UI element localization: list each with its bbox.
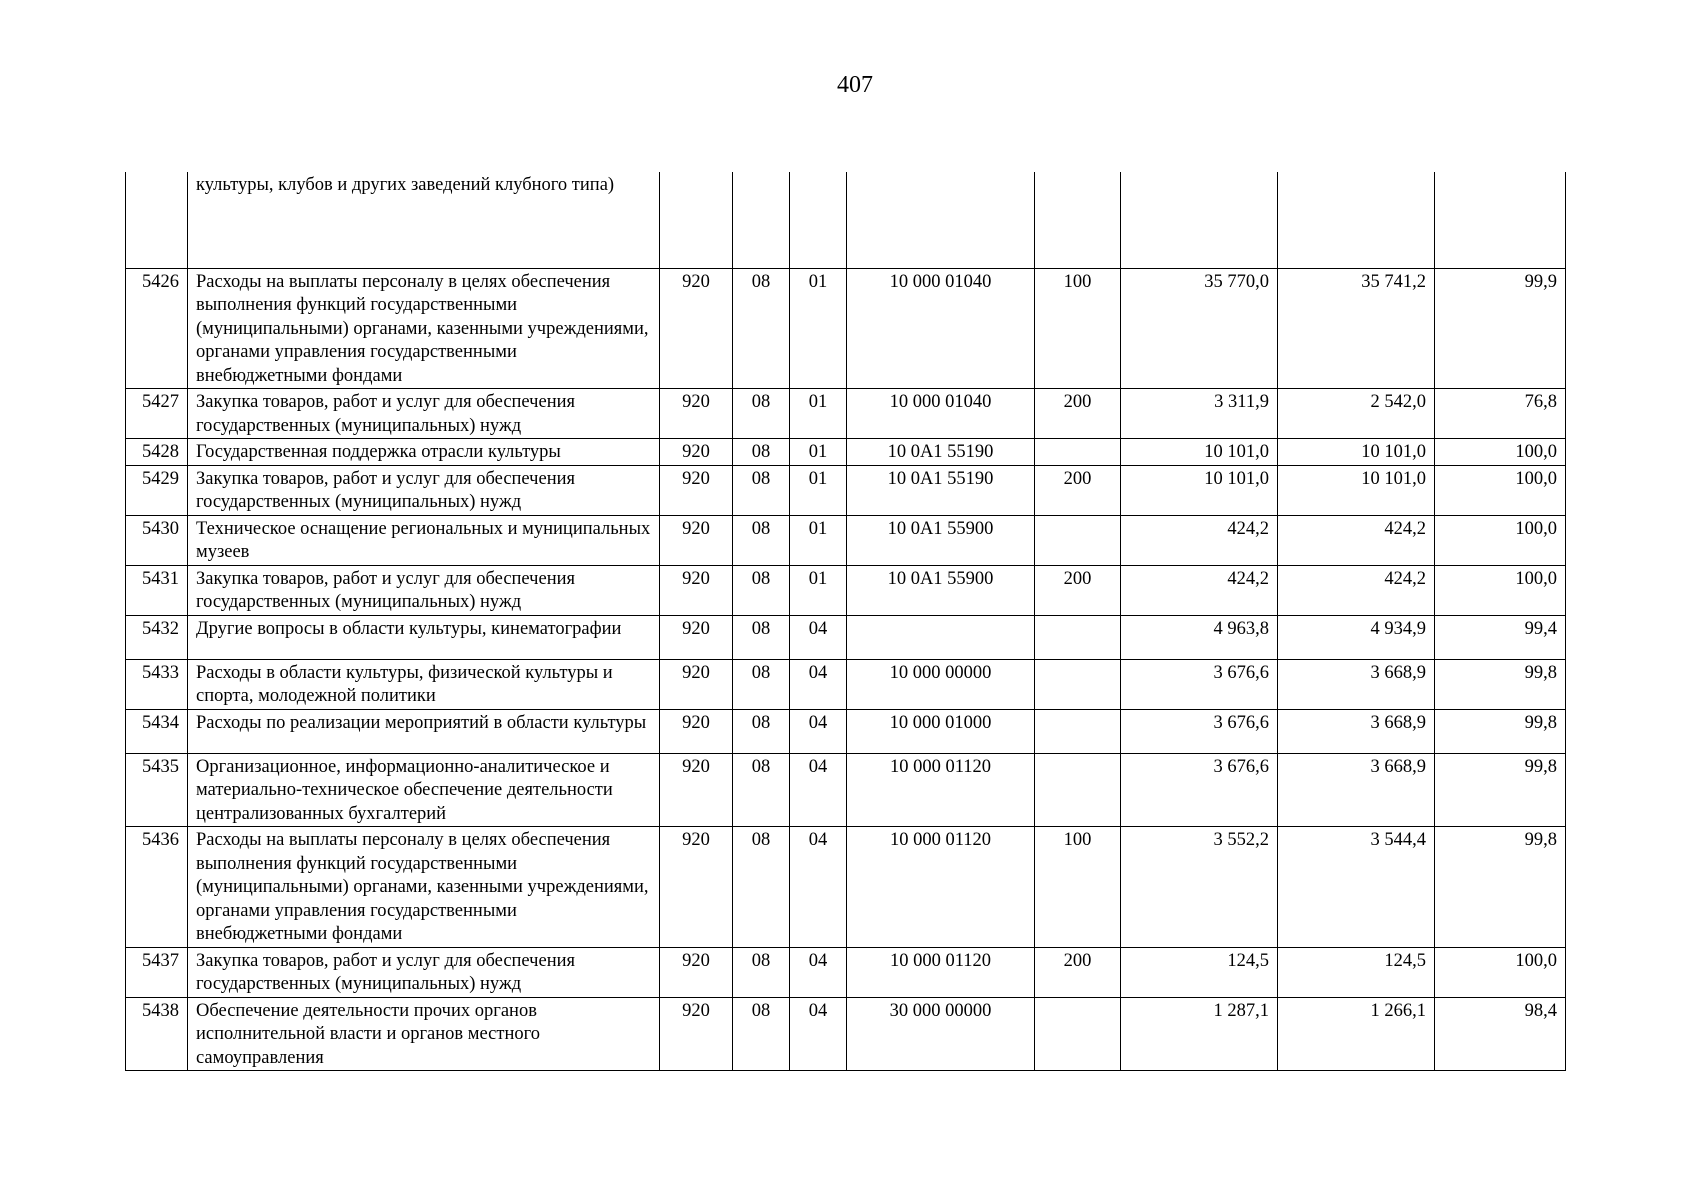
- execution-percent: 99,8: [1435, 753, 1566, 827]
- expense-type-code: [1035, 615, 1121, 659]
- planned-amount: 3 676,6: [1121, 709, 1278, 753]
- execution-percent: 98,4: [1435, 997, 1566, 1071]
- execution-percent: [1435, 172, 1566, 268]
- expense-type-code: 100: [1035, 827, 1121, 948]
- expense-type-code: 200: [1035, 565, 1121, 615]
- table-row: [126, 827, 1566, 948]
- actual-amount: 3 668,9: [1278, 753, 1435, 827]
- table-row: [126, 389, 1566, 439]
- target-item-code: [847, 615, 1035, 659]
- expense-type-code: [1035, 439, 1121, 466]
- target-item-code: [847, 172, 1035, 268]
- actual-amount: 3 668,9: [1278, 709, 1435, 753]
- subsection-code: 01: [790, 439, 847, 466]
- table-row: [126, 465, 1566, 515]
- row-number: 5426: [126, 268, 188, 389]
- expense-name: Расходы на выплаты персоналу в целях обеспечения выполнения функций государственными (муниципальными) органами, казенными учреждениями, органами управления государственными внебюджетными фондами: [188, 268, 660, 389]
- row-number: 5430: [126, 515, 188, 565]
- expense-name: Обеспечение деятельности прочих органов исполнительной власти и органов местного самоуправления: [188, 997, 660, 1071]
- section-code: 08: [733, 515, 790, 565]
- expense-type-code: 200: [1035, 465, 1121, 515]
- section-code: 08: [733, 615, 790, 659]
- subsection-code: 01: [790, 389, 847, 439]
- expense-type-code: [1035, 709, 1121, 753]
- actual-amount: 424,2: [1278, 565, 1435, 615]
- table-row: [126, 709, 1566, 753]
- table-row: [126, 753, 1566, 827]
- actual-amount: [1278, 172, 1435, 268]
- execution-percent: 100,0: [1435, 947, 1566, 997]
- section-code: 08: [733, 465, 790, 515]
- planned-amount: 10 101,0: [1121, 439, 1278, 466]
- subsection-code: 04: [790, 947, 847, 997]
- row-number: 5434: [126, 709, 188, 753]
- expense-type-code: [1035, 172, 1121, 268]
- subsection-code: [790, 172, 847, 268]
- expense-name: Расходы в области культуры, физической культуры и спорта, молодежной политики: [188, 659, 660, 709]
- subsection-code: 01: [790, 565, 847, 615]
- section-code: [733, 172, 790, 268]
- table-row: [126, 615, 1566, 659]
- target-item-code: 10 000 01040: [847, 389, 1035, 439]
- target-item-code: 30 000 00000: [847, 997, 1035, 1071]
- row-number: 5438: [126, 997, 188, 1071]
- table-row: [126, 515, 1566, 565]
- ministry-code: 920: [660, 439, 733, 466]
- planned-amount: 35 770,0: [1121, 268, 1278, 389]
- target-item-code: 10 000 01040: [847, 268, 1035, 389]
- ministry-code: 920: [660, 465, 733, 515]
- actual-amount: 424,2: [1278, 515, 1435, 565]
- planned-amount: [1121, 172, 1278, 268]
- expense-name: Закупка товаров, работ и услуг для обеспечения государственных (муниципальных) нужд: [188, 947, 660, 997]
- row-number: 5436: [126, 827, 188, 948]
- execution-percent: 99,8: [1435, 659, 1566, 709]
- section-code: 08: [733, 997, 790, 1071]
- expense-name: Закупка товаров, работ и услуг для обеспечения государственных (муниципальных) нужд: [188, 565, 660, 615]
- row-number: 5429: [126, 465, 188, 515]
- planned-amount: 3 676,6: [1121, 659, 1278, 709]
- expense-type-code: 100: [1035, 268, 1121, 389]
- section-code: 08: [733, 439, 790, 466]
- expense-type-code: 200: [1035, 947, 1121, 997]
- expense-type-code: [1035, 753, 1121, 827]
- target-item-code: 10 000 01120: [847, 753, 1035, 827]
- ministry-code: 920: [660, 659, 733, 709]
- actual-amount: 3 544,4: [1278, 827, 1435, 948]
- table-row: [126, 565, 1566, 615]
- execution-percent: 76,8: [1435, 389, 1566, 439]
- subsection-code: 04: [790, 827, 847, 948]
- row-number: 5428: [126, 439, 188, 466]
- expense-type-code: [1035, 997, 1121, 1071]
- subsection-code: 01: [790, 465, 847, 515]
- subsection-code: 04: [790, 997, 847, 1071]
- expense-name: Государственная поддержка отрасли культуры: [188, 439, 660, 466]
- table-row: [126, 947, 1566, 997]
- row-number: 5435: [126, 753, 188, 827]
- table-row: [126, 439, 1566, 466]
- actual-amount: 2 542,0: [1278, 389, 1435, 439]
- target-item-code: 10 0A1 55900: [847, 515, 1035, 565]
- ministry-code: 920: [660, 947, 733, 997]
- ministry-code: 920: [660, 389, 733, 439]
- ministry-code: 920: [660, 565, 733, 615]
- table-row: [126, 659, 1566, 709]
- target-item-code: 10 0A1 55190: [847, 465, 1035, 515]
- expense-name: Расходы на выплаты персоналу в целях обеспечения выполнения функций государственными (муниципальными) органами, казенными учреждениями, органами управления государственными внебюджетными фондами: [188, 827, 660, 948]
- target-item-code: 10 0A1 55900: [847, 565, 1035, 615]
- table-row: [126, 268, 1566, 389]
- target-item-code: 10 000 01120: [847, 827, 1035, 948]
- ministry-code: 920: [660, 515, 733, 565]
- planned-amount: 3 676,6: [1121, 753, 1278, 827]
- execution-percent: 100,0: [1435, 515, 1566, 565]
- actual-amount: 10 101,0: [1278, 465, 1435, 515]
- expense-name: Техническое оснащение региональных и муниципальных музеев: [188, 515, 660, 565]
- expense-name: культуры, клубов и других заведений клубного типа): [188, 172, 660, 268]
- section-code: 08: [733, 268, 790, 389]
- actual-amount: 3 668,9: [1278, 659, 1435, 709]
- ministry-code: 920: [660, 997, 733, 1071]
- section-code: 08: [733, 389, 790, 439]
- expense-type-code: 200: [1035, 389, 1121, 439]
- execution-percent: 100,0: [1435, 565, 1566, 615]
- execution-percent: 99,4: [1435, 615, 1566, 659]
- execution-percent: 99,8: [1435, 827, 1566, 948]
- planned-amount: 3 552,2: [1121, 827, 1278, 948]
- table-row: [126, 997, 1566, 1071]
- actual-amount: 124,5: [1278, 947, 1435, 997]
- subsection-code: 04: [790, 753, 847, 827]
- section-code: 08: [733, 709, 790, 753]
- row-number: [126, 172, 188, 268]
- expense-name: Закупка товаров, работ и услуг для обеспечения государственных (муниципальных) нужд: [188, 465, 660, 515]
- planned-amount: 10 101,0: [1121, 465, 1278, 515]
- expense-name: Организационное, информационно-аналитическое и материально-техническое обеспечение деятельности централизованных бухгалтерий: [188, 753, 660, 827]
- ministry-code: 920: [660, 709, 733, 753]
- ministry-code: 920: [660, 268, 733, 389]
- row-number: 5433: [126, 659, 188, 709]
- planned-amount: 124,5: [1121, 947, 1278, 997]
- section-code: 08: [733, 827, 790, 948]
- section-code: 08: [733, 947, 790, 997]
- ministry-code: 920: [660, 827, 733, 948]
- execution-percent: 100,0: [1435, 465, 1566, 515]
- planned-amount: 424,2: [1121, 515, 1278, 565]
- page-number: 407: [837, 72, 873, 98]
- ministry-code: 920: [660, 615, 733, 659]
- planned-amount: 424,2: [1121, 565, 1278, 615]
- actual-amount: 1 266,1: [1278, 997, 1435, 1071]
- expense-name: Расходы по реализации мероприятий в области культуры: [188, 709, 660, 753]
- subsection-code: 04: [790, 615, 847, 659]
- planned-amount: 3 311,9: [1121, 389, 1278, 439]
- ministry-code: [660, 172, 733, 268]
- subsection-code: 01: [790, 268, 847, 389]
- expense-type-code: [1035, 515, 1121, 565]
- target-item-code: 10 0A1 55190: [847, 439, 1035, 466]
- execution-percent: 99,8: [1435, 709, 1566, 753]
- table-row: [126, 172, 1566, 268]
- section-code: 08: [733, 659, 790, 709]
- section-code: 08: [733, 565, 790, 615]
- row-number: 5427: [126, 389, 188, 439]
- expense-type-code: [1035, 659, 1121, 709]
- expense-name: Другие вопросы в области культуры, кинематографии: [188, 615, 660, 659]
- actual-amount: 4 934,9: [1278, 615, 1435, 659]
- planned-amount: 4 963,8: [1121, 615, 1278, 659]
- budget-table: [125, 172, 1566, 1071]
- subsection-code: 04: [790, 709, 847, 753]
- row-number: 5432: [126, 615, 188, 659]
- row-number: 5431: [126, 565, 188, 615]
- subsection-code: 01: [790, 515, 847, 565]
- target-item-code: 10 000 01000: [847, 709, 1035, 753]
- execution-percent: 99,9: [1435, 268, 1566, 389]
- actual-amount: 35 741,2: [1278, 268, 1435, 389]
- target-item-code: 10 000 01120: [847, 947, 1035, 997]
- expense-name: Закупка товаров, работ и услуг для обеспечения государственных (муниципальных) нужд: [188, 389, 660, 439]
- section-code: 08: [733, 753, 790, 827]
- execution-percent: 100,0: [1435, 439, 1566, 466]
- planned-amount: 1 287,1: [1121, 997, 1278, 1071]
- target-item-code: 10 000 00000: [847, 659, 1035, 709]
- subsection-code: 04: [790, 659, 847, 709]
- actual-amount: 10 101,0: [1278, 439, 1435, 466]
- row-number: 5437: [126, 947, 188, 997]
- ministry-code: 920: [660, 753, 733, 827]
